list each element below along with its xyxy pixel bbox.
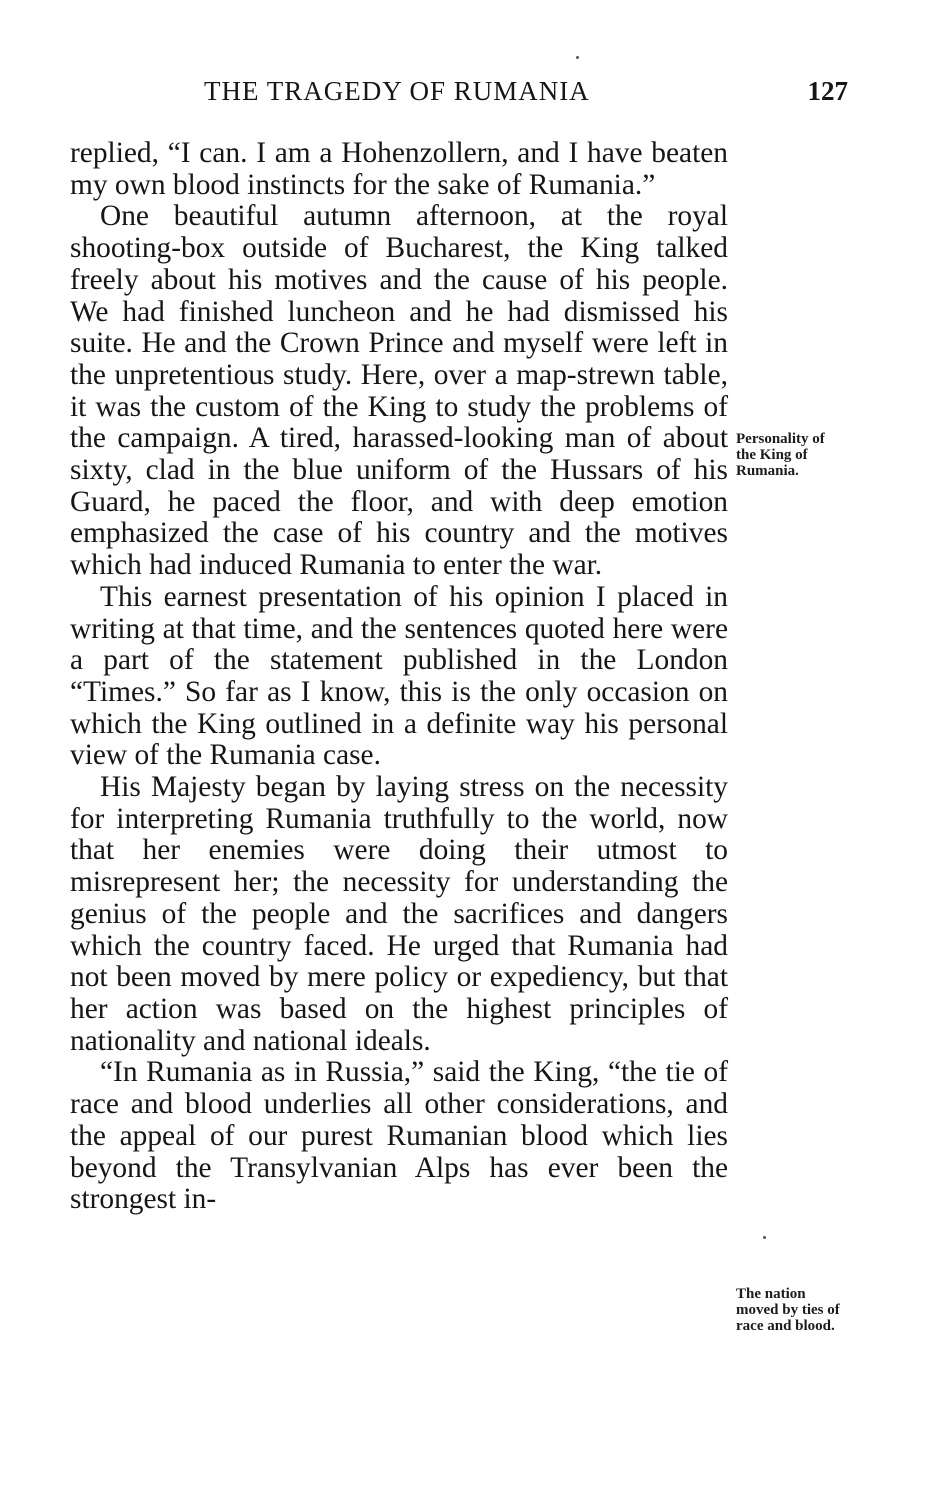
paragraph: This earnest presentation of his opinion I placed in writing at that time, and the sentences quoted here were a part of the statement published in the London “Times.” So far as I know, this is the only occasion on which the King outlined in a definite way his personal view of the Rumania case. [70, 580, 728, 772]
paragraph: One beautiful autumn afternoon, at the royal shooting-box outside of Bucharest, the King talked freely about his motives and the cause of his people. We had finished luncheon and he had dismissed his suite. He and the Crown Prince and myself were left in the unpretentious study. Here, over a map-strewn table, it was the custom of the King to study the problems of the campaign. A tired, harassed-looking man of about sixty, clad in the blue uniform of the Hussars of his Guard, he paced the floor, and with deep emotion emphasized the case of his country and the motives which had induced Rumania to enter the war. [70, 200, 728, 582]
print-speck [763, 1236, 766, 1239]
body-text [70, 138, 728, 1216]
running-head [72, 76, 852, 116]
print-speck [576, 56, 579, 59]
page-number: 127 [807, 76, 848, 106]
paragraph-continuation: replied, “I can. I am a Hohenzollern, and I have beaten my own blood instincts for the sake of Rumania.” [70, 137, 728, 201]
sidenote-personality: Personality of the King of Rumania. [736, 431, 825, 479]
sidenote-nation: The nation moved by ties of race and blood. [736, 1286, 840, 1334]
paragraph: “In Rumania as in Russia,” said the King, “the tie of race and blood underlies all other considerations, and the appeal of our purest Rumanian blood which lies beyond the Transylvanian Alps has ever been the strongest in- [70, 1056, 728, 1216]
running-title: THE TRAGEDY OF RUMANIA [204, 76, 590, 106]
paragraph: His Majesty began by laying stress on the necessity for interpreting Rumania truthfully to the world, now that her enemies were doing their utmost to misrepresent her; the necessity for understanding the genius of the people and the sacrifices and dangers which the country faced. He urged that Rumania had not been moved by mere policy or expediency, but that her action was based on the highest principles of nationality and national ideals. [70, 771, 728, 1057]
